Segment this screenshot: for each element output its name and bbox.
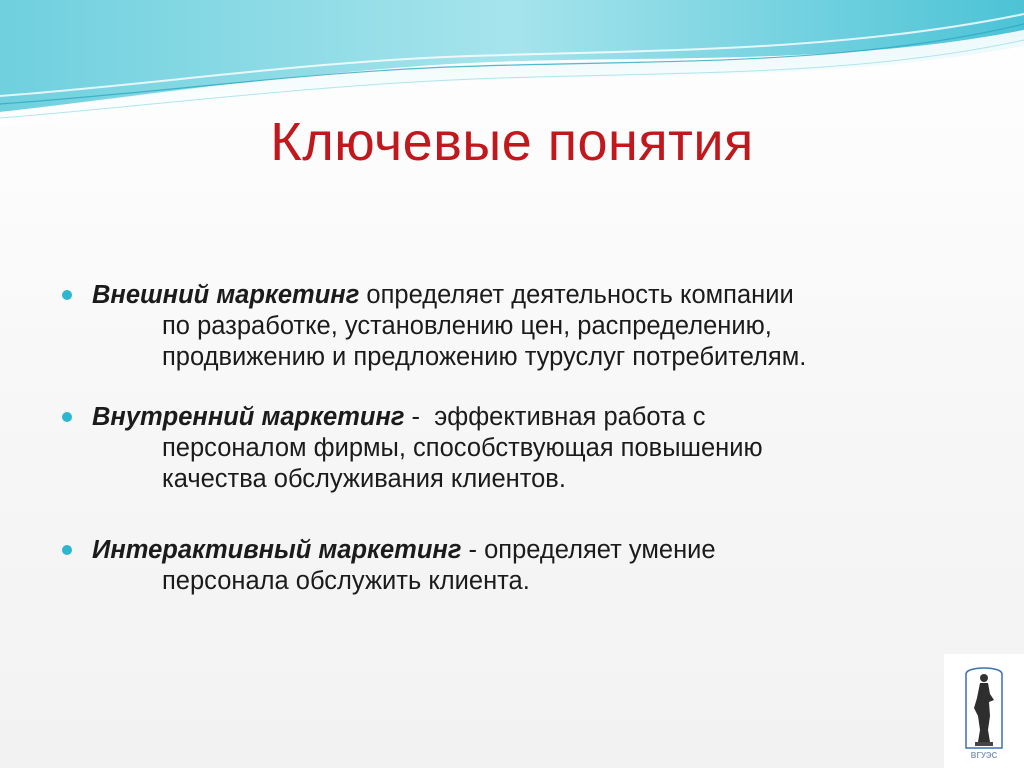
bullet-dot-icon — [62, 412, 72, 422]
logo-label: ВГУЭС — [970, 751, 998, 760]
bullet-text: продвижению и предложению туруслуг потребителям. — [162, 343, 807, 371]
bullet-term: Внутренний маркетинг — [92, 403, 405, 431]
slide-title: Ключевые понятия — [270, 112, 754, 172]
bullet-list — [58, 280, 978, 597]
bullet-text: - эффективная работа с — [404, 403, 706, 431]
bullet-first-line — [92, 535, 978, 566]
bullet-text: определяет деятельность компании — [359, 281, 794, 309]
bullet-dot-icon — [62, 290, 72, 300]
bullet-text: по разработке, установлению цен, распределению, — [162, 312, 772, 340]
bullet-external-marketing — [58, 280, 978, 373]
bullet-first-line — [92, 280, 978, 311]
bullet-interactive-marketing — [58, 535, 978, 597]
bullet-dot-icon — [62, 545, 72, 555]
bullet-text: персоналом фирмы, способствующая повышению — [162, 434, 763, 462]
bullet-term: Внешний маркетинг — [92, 281, 360, 309]
university-logo — [944, 654, 1024, 768]
bullet-first-line — [92, 402, 978, 433]
bullet-text: персонала обслужить клиента. — [162, 567, 530, 595]
bullet-internal-marketing — [58, 402, 978, 495]
bullet-text: - определяет умение — [461, 536, 716, 564]
bullet-text: качества обслуживания клиентов. — [162, 465, 566, 493]
bullet-term: Интерактивный маркетинг — [92, 536, 462, 564]
statue-emblem-icon — [944, 654, 1024, 768]
